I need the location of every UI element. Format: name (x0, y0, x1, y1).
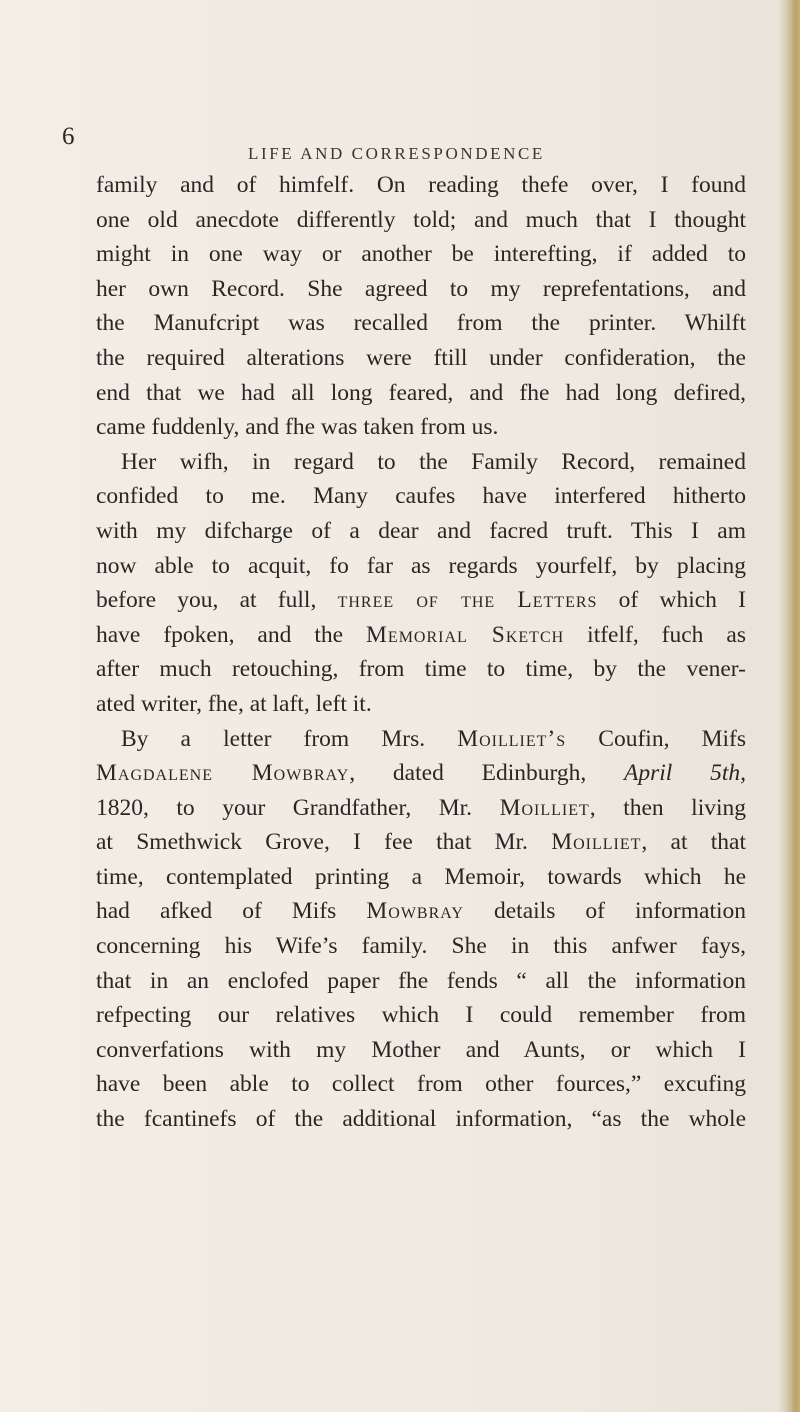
page-number: 6 (62, 123, 75, 150)
body-text (96, 168, 746, 1137)
running-head: LIFE AND CORRESPONDENCE (248, 144, 545, 163)
text-line: came fuddenly, and fhe was taken from us. (96, 414, 499, 441)
text-line: might in one way or another be interefting, if added to (96, 241, 746, 268)
small-caps-phrase: Moilliet (551, 829, 642, 856)
text-line: confided to me. Many caufes have interfered hitherto (96, 483, 746, 510)
text-line: 1820, to your Grandfather, Mr. Moilliet, then living (96, 794, 747, 821)
page-edge-shadow (778, 0, 800, 1412)
small-caps-phrase: Magdalene Mowbray (96, 760, 350, 787)
small-caps-phrase: Memorial Sketch (366, 621, 565, 648)
text-line: the fcantinefs of the additional information, “as the whole (96, 1106, 746, 1133)
text-line: the required alterations were ftill under confideration, the (96, 344, 746, 371)
small-caps-phrase: Moilliet (499, 794, 590, 821)
text-line: at Smethwick Grove, I fee that Mr. Moilliet, at that (96, 829, 746, 856)
text-line: refpecting our relatives which I could remember from (96, 1002, 746, 1029)
text-line: with my difcharge of a dear and facred truft. This I am (96, 517, 746, 544)
small-caps-phrase: Mowbray (366, 898, 464, 925)
text-line: Magdalene Mowbray, dated Edinburgh, April 5th, (96, 760, 746, 787)
text-line: the Manufcript was recalled from the printer. Whilft (96, 310, 746, 337)
text-line: after much retouching, from time to time, by the vener- (96, 656, 746, 683)
text-line: family and of himfelf. On reading thefe over, I found (96, 172, 746, 198)
text-line: have been able to collect from other fources,” excufing (96, 1071, 746, 1098)
text-line: before you, at full, three of the Letters of which I (96, 587, 746, 614)
text-line: had afked of Mifs Mowbray details of information (96, 898, 746, 925)
small-caps-phrase: Moilliet’s (457, 725, 567, 752)
text-line: her own Record. She agreed to my reprefentations, and (96, 275, 746, 302)
text-line: converfations with my Mother and Aunts, or which I (96, 1036, 746, 1063)
text-line: concerning his Wife’s family. She in this anfwer fays, (96, 933, 746, 960)
text-line: now able to acquit, fo far as regards yourfelf, by placing (96, 552, 746, 579)
text-line: end that we had all long feared, and fhe had long defired, (96, 379, 746, 406)
text-line: By a letter from Mrs. Moilliet’s Coufin, Mifs (121, 725, 746, 752)
text-line: Her wifh, in regard to the Family Record, remained (121, 448, 746, 475)
italic-date: April 5th, (624, 760, 746, 787)
text-line: ated writer, fhe, at laft, left it. (96, 690, 372, 717)
small-caps-phrase: three of the Letters (337, 587, 598, 614)
text-line: one old anecdote differently told; and much that I thought (96, 206, 746, 233)
text-line: that in an enclofed paper fhe fends “ all the information (96, 967, 746, 994)
text-line: time, contemplated printing a Memoir, towards which he (96, 863, 746, 890)
text-line: have fpoken, and the Memorial Sketch itfelf, fuch as (96, 621, 746, 648)
